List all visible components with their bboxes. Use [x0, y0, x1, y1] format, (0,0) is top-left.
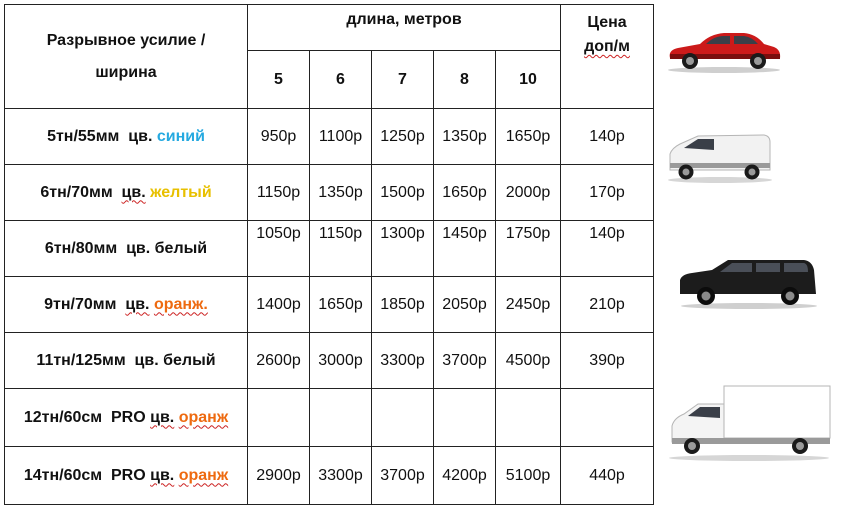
price-cell: 3000р	[310, 333, 372, 389]
length-group-header	[248, 5, 561, 51]
table-row	[5, 277, 654, 333]
length-10-header: 10	[496, 51, 561, 109]
table-row	[5, 333, 654, 389]
force-value: 12тн/60см	[23, 408, 103, 426]
row-label	[5, 389, 248, 447]
color-name: оранж	[178, 466, 229, 484]
price-cell: 1850р	[372, 277, 434, 333]
white-van-image	[664, 130, 776, 184]
price-cell: 1100р	[310, 109, 372, 165]
force-header-line2: ширина	[95, 63, 157, 81]
price-cell	[248, 389, 310, 447]
row-label	[5, 109, 248, 165]
color-prefix: цв.	[126, 239, 151, 257]
black-suv-image	[676, 254, 822, 310]
price-cell: 4200р	[434, 447, 496, 505]
force-value: 6тн/70мм	[40, 183, 113, 201]
pro-badge: PRO	[111, 408, 146, 426]
length-group-label: длина, метров	[346, 11, 462, 28]
extra-price-cell: 440р	[561, 447, 654, 505]
price-cell: 4500р	[496, 333, 561, 389]
extra-price-cell: 390р	[561, 333, 654, 389]
color-name: оранж.	[153, 295, 208, 313]
price-cell: 3700р	[372, 447, 434, 505]
extra-price-cell: 210р	[561, 277, 654, 333]
length-5-header: 5	[248, 51, 310, 109]
price-cell: 1150р	[248, 165, 310, 221]
pro-badge: PRO	[111, 466, 146, 484]
color-prefix: цв.	[150, 466, 175, 484]
length-6-header: 6	[310, 51, 372, 109]
table-row	[5, 389, 654, 447]
price-cell: 1400р	[248, 277, 310, 333]
force-value: 5тн/55мм	[47, 127, 120, 145]
price-cell: 1350р	[434, 109, 496, 165]
extra-price-cell: 140р	[561, 109, 654, 165]
price-cell: 3300р	[310, 447, 372, 505]
force-value: 9тн/70мм	[44, 295, 117, 313]
force-value: 11тн/125мм	[36, 351, 126, 369]
price-cell: 1150р	[310, 221, 372, 277]
color-name: синий	[156, 127, 205, 145]
price-cell: 1350р	[310, 165, 372, 221]
row-label	[5, 165, 248, 221]
table-row	[5, 109, 654, 165]
price-cell: 1050р	[248, 221, 310, 277]
row-label	[5, 447, 248, 505]
color-name: оранж	[178, 408, 229, 426]
price-cell: 2900р	[248, 447, 310, 505]
price-cell: 1300р	[372, 221, 434, 277]
price-cell: 5100р	[496, 447, 561, 505]
price-cell: 1650р	[434, 165, 496, 221]
row-label	[5, 333, 248, 389]
color-prefix: цв.	[150, 408, 175, 426]
color-prefix: цв.	[134, 351, 159, 369]
length-8-header: 8	[434, 51, 496, 109]
red-sedan-image	[664, 24, 784, 74]
price-cell: 2450р	[496, 277, 561, 333]
row-label	[5, 277, 248, 333]
row-label	[5, 221, 248, 277]
extra-price-cell: 170р	[561, 165, 654, 221]
price-cell: 1500р	[372, 165, 434, 221]
extra-price-cell	[561, 389, 654, 447]
extra-price-cell: 140р	[561, 221, 654, 277]
color-name: желтый	[150, 183, 212, 201]
price-cell: 1650р	[496, 109, 561, 165]
extra-price-header	[561, 5, 654, 109]
extra-price-line1: Цена	[587, 14, 627, 31]
price-cell: 1750р	[496, 221, 561, 277]
price-cell: 1450р	[434, 221, 496, 277]
price-cell: 2600р	[248, 333, 310, 389]
color-name: белый	[154, 239, 208, 257]
price-table	[4, 4, 654, 505]
force-width-header	[5, 5, 248, 109]
color-prefix: цв.	[128, 127, 153, 145]
force-value: 6тн/80мм	[44, 239, 118, 257]
price-cell	[496, 389, 561, 447]
price-cell: 950р	[248, 109, 310, 165]
price-cell	[434, 389, 496, 447]
force-header-line1: Разрывное усилие /	[46, 31, 206, 49]
color-prefix: цв.	[121, 183, 146, 201]
extra-price-line2: доп/м	[584, 38, 630, 55]
color-name: белый	[163, 351, 216, 369]
price-cell	[372, 389, 434, 447]
table-row	[5, 165, 654, 221]
price-cell: 1250р	[372, 109, 434, 165]
price-cell: 3300р	[372, 333, 434, 389]
price-cell: 2000р	[496, 165, 561, 221]
box-truck-image	[664, 382, 834, 462]
price-cell: 1650р	[310, 277, 372, 333]
length-7-header: 7	[372, 51, 434, 109]
price-cell	[310, 389, 372, 447]
price-cell: 2050р	[434, 277, 496, 333]
force-value: 14тн/60см	[23, 466, 103, 484]
table-row	[5, 221, 654, 277]
price-cell: 3700р	[434, 333, 496, 389]
table-row	[5, 447, 654, 505]
color-prefix: цв.	[125, 295, 150, 313]
